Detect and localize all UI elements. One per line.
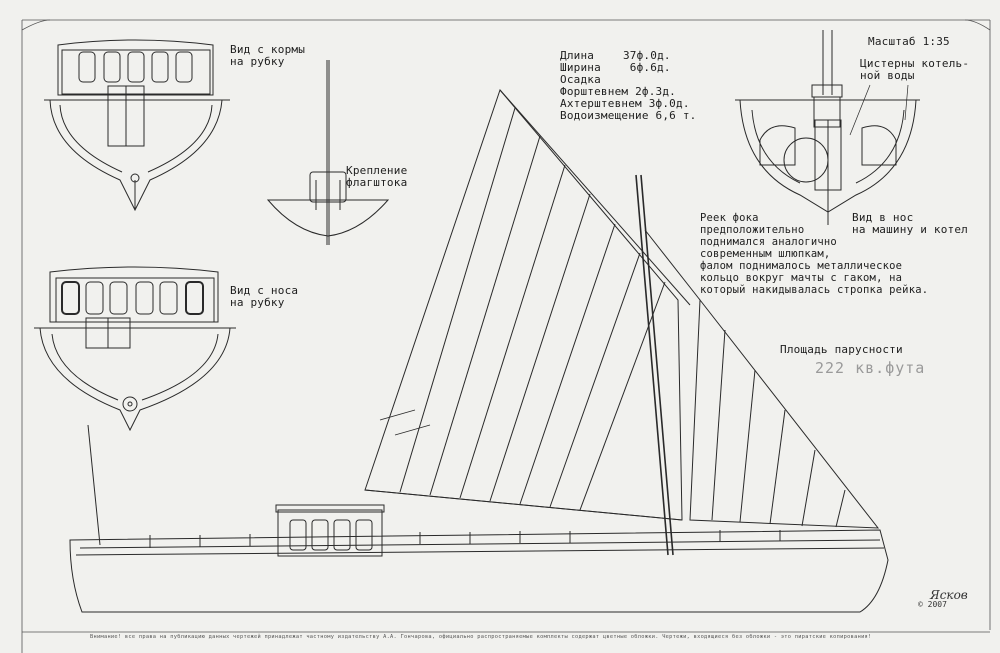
stern-view-label-line2: на рубку bbox=[230, 55, 285, 68]
flagstaff-label bbox=[346, 165, 407, 189]
stern-view-label bbox=[230, 44, 305, 68]
bow-view-label bbox=[230, 285, 298, 309]
machine-view-label-line2: на машину и котел bbox=[852, 223, 968, 236]
yard-note-line: кольцо вокруг мачты с гаком, на bbox=[700, 272, 903, 284]
stern-view-label-line1: Вид с кормы bbox=[230, 43, 306, 56]
flagstaff-label-line1: Крепление bbox=[346, 164, 408, 177]
signature: Ясков bbox=[930, 588, 968, 602]
copyright: © 2007 bbox=[918, 600, 947, 609]
specs-table bbox=[560, 50, 696, 122]
sail-area-title: Площадь парусности bbox=[780, 343, 903, 356]
bow-view-label-line1: Вид с носа bbox=[230, 284, 299, 297]
machine-view-label-line1: Вид в нос bbox=[852, 211, 914, 224]
scale-label: Масштаб 1:35 bbox=[868, 35, 950, 48]
copyright-footer: Внимание! все права на публикацию данных чертежей принадлежат частному издательству А.А. Гончарова, официально распространяемые комплекты содержат цветные обложки. Чертежи, входящиеся без обложки - это пиратские копирования! bbox=[90, 634, 872, 640]
yard-note-line: предположительно bbox=[700, 224, 805, 236]
yard-note-line: который накидывалась стропка рейка. bbox=[700, 284, 929, 296]
flagstaff-drawing bbox=[268, 60, 388, 245]
tanks-label-line1: Цистерны котель- bbox=[860, 57, 970, 70]
spec-row: Ширина 6ф.6д. bbox=[560, 61, 671, 74]
yard-note bbox=[700, 212, 928, 296]
yard-note-line: Реек фока bbox=[700, 212, 759, 224]
spec-row: Ахтерштевнем 3ф.0д. bbox=[560, 97, 690, 110]
spec-row: Осадка bbox=[560, 73, 601, 86]
tanks-label-line2: ной воды bbox=[860, 69, 915, 82]
tanks-label bbox=[860, 58, 969, 82]
hull-profile-drawing bbox=[70, 505, 888, 612]
sheet-border bbox=[22, 20, 990, 653]
yard-note-line: поднимался аналогично bbox=[700, 236, 837, 248]
spec-row: Форштевнем 2ф.3д. bbox=[560, 85, 676, 98]
yard-note-line: фалом поднималось металлическое bbox=[700, 260, 903, 272]
yard-note-line: современным шлюпкам, bbox=[700, 248, 831, 260]
spec-row: Длина 37ф.0д. bbox=[560, 49, 671, 62]
stern-view-drawing bbox=[44, 40, 230, 210]
bow-view-drawing bbox=[34, 267, 236, 430]
leader-lines bbox=[850, 85, 908, 135]
flagstaff-label-line2: флагштока bbox=[346, 176, 408, 189]
bow-view-label-line2: на рубку bbox=[230, 296, 285, 309]
sail-area-value: 222 кв.фута bbox=[815, 359, 926, 377]
spec-row: Водоизмещение 6,6 т. bbox=[560, 109, 697, 122]
